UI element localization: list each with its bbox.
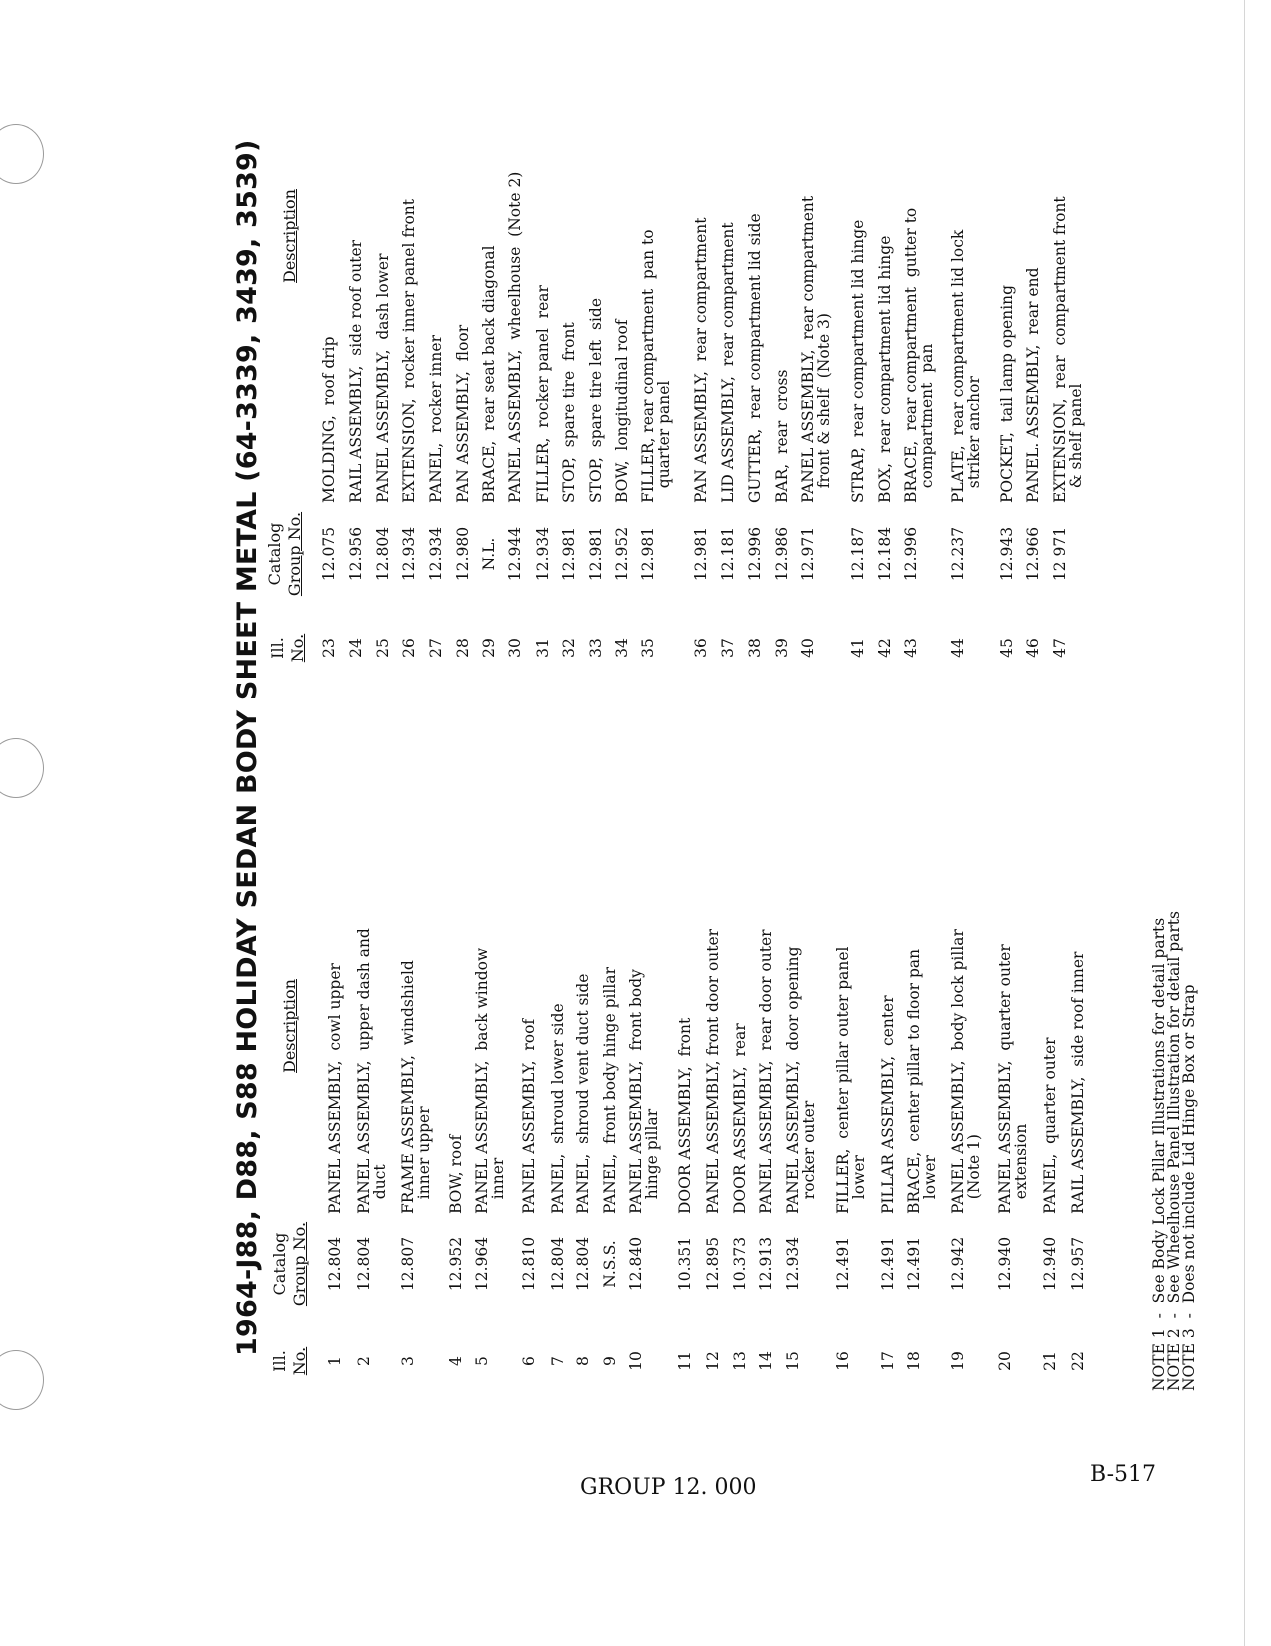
catalog-group-number: 12.952 [447, 1236, 465, 1292]
part-description: PANEL ASSEMBLY, roof [520, 1018, 538, 1214]
catalog-group-number: 12.840 [627, 1236, 645, 1292]
ill-number: 28 [454, 638, 472, 658]
catalog-group-number: 12.804 [549, 1236, 567, 1292]
part-description: RAIL ASSEMBLY, side roof outer [347, 239, 365, 503]
ill-number: 19 [949, 1351, 967, 1371]
ill-number: 1 [326, 1356, 344, 1366]
part-description: PANEL ASSEMBLY, dash lower [374, 253, 392, 503]
catalog-group-number: 12.491 [834, 1236, 852, 1292]
part-description: PANEL, front body hinge pillar [601, 966, 619, 1214]
part-description: BOW, roof [447, 1134, 465, 1214]
catalog-group-number: 12.491 [905, 1236, 923, 1292]
part-description: FRAME ASSEMBLY, windshield inner upper [399, 960, 433, 1214]
right-header-description: Description [280, 189, 299, 283]
part-description: PAN ASSEMBLY, rear compartment [692, 217, 710, 503]
part-description: PANEL ASSEMBLY, back window inner [473, 947, 507, 1214]
ill-number: 27 [427, 638, 445, 658]
ill-number: 45 [998, 638, 1016, 658]
part-description: BRACE, rear compartment gutter to compartment pan [902, 207, 936, 503]
part-description: PANEL, shroud vent duct side [574, 973, 592, 1214]
catalog-group-number: 12.934 [427, 526, 445, 582]
catalog-group-number: 12.913 [757, 1236, 775, 1292]
header-ill-line2: No. [288, 633, 307, 663]
catalog-group-number: 12.184 [876, 526, 894, 582]
part-description: PANEL ASSEMBLY, door opening rocker outer [784, 946, 818, 1214]
ill-number: 20 [996, 1351, 1014, 1371]
ill-number: 6 [520, 1356, 538, 1366]
catalog-group-number: 12.895 [704, 1236, 722, 1292]
catalog-group-number: 12.804 [574, 1236, 592, 1292]
ill-number: 43 [902, 638, 920, 658]
header-cat-line1: Catalog [270, 1232, 289, 1296]
catalog-group-number: 12.934 [784, 1236, 802, 1292]
ill-number: 35 [639, 638, 657, 658]
catalog-group-number: 12.940 [1041, 1236, 1059, 1292]
ill-number: 17 [879, 1351, 897, 1371]
part-description: BRACE, rear seat back diagonal [480, 245, 498, 503]
group-label: GROUP 12. 000 [580, 1475, 757, 1500]
catalog-group-number: 12.986 [773, 526, 791, 582]
ill-number: 33 [587, 638, 605, 658]
header-ill-line1: Ill. [270, 1350, 289, 1372]
catalog-group-number: 12.181 [719, 526, 737, 582]
ill-number: 34 [613, 638, 631, 658]
part-description: GUTTER, rear compartment lid side [746, 213, 764, 503]
catalog-group-number: 12.934 [400, 526, 418, 582]
part-description: PLATE, rear compartment lid lock striker anchor [949, 229, 983, 503]
part-description: STOP, spare tire left side [587, 297, 605, 503]
ill-number: 47 [1051, 638, 1069, 658]
catalog-group-number: 12.971 [799, 526, 817, 582]
part-description: PANEL ASSEMBLY, rear compartment front & shelf (Note 3) [799, 195, 833, 503]
part-description: PILLAR ASSEMBLY, center [879, 995, 897, 1214]
header-cat-line2: Group No. [290, 1221, 309, 1307]
ill-number: 25 [374, 638, 392, 658]
ill-number: 46 [1024, 638, 1042, 658]
ill-number: 32 [560, 638, 578, 658]
catalog-group-number: 12 971 [1051, 526, 1069, 582]
ill-number: 8 [574, 1356, 592, 1366]
part-description: PANEL ASSEMBLY, upper dash and duct [355, 928, 389, 1214]
page-number: B-517 [1090, 1462, 1156, 1487]
header-cat-line2: Group No. [285, 511, 304, 597]
ill-number: 5 [473, 1356, 491, 1366]
catalog-group-number: 12.952 [613, 526, 631, 582]
part-description: BAR, rear cross [773, 369, 791, 503]
ill-number: 30 [506, 638, 524, 658]
header-ill-line2: No. [290, 1346, 309, 1376]
part-description: POCKET, tail lamp opening [998, 284, 1016, 503]
ill-number: 2 [355, 1356, 373, 1366]
ill-number: 42 [876, 638, 894, 658]
part-description: PANEL ASSEMBLY, front door outer [704, 928, 722, 1214]
notes-block: NOTE 1 - See Body Lock Pillar Illustrations for detail parts NOTE 2 - See Wheelhouse Panel Illustration for detail parts NOTE 3 - Does not include Lid Hinge Box or Strap [1150, 911, 1198, 1391]
part-description: STOP, spare tire front [560, 322, 578, 503]
ill-number: 26 [400, 638, 418, 658]
part-description: BOX, rear compartment lid hinge [876, 235, 894, 503]
ill-number: 9 [601, 1356, 619, 1366]
part-description: PANEL ASSEMBLY, front body hinge pillar [627, 969, 661, 1214]
right-header-catalog [265, 504, 305, 604]
header-cat-line1: Catalog [265, 522, 284, 586]
ill-number: 40 [799, 638, 817, 658]
part-description: DOOR ASSEMBLY, rear [731, 1023, 749, 1214]
catalog-group-number: 12.807 [399, 1236, 417, 1292]
part-description: PANEL ASSEMBLY, cowl upper [326, 963, 344, 1214]
catalog-group-number: 12.934 [534, 526, 552, 582]
catalog-group-number: 12.957 [1069, 1236, 1087, 1292]
catalog-group-number: 12.804 [374, 526, 392, 582]
ill-number: 7 [549, 1356, 567, 1366]
page-title: 1964-J88, D88, S88 HOLIDAY SEDAN BODY SHEET METAL (64-3339, 3439, 3539) [232, 139, 263, 1356]
catalog-group-number: 12.810 [520, 1236, 538, 1292]
catalog-group-number: 12.940 [996, 1236, 1014, 1292]
ill-number: 39 [773, 638, 791, 658]
header-ill-line1: Ill. [268, 637, 287, 659]
ill-number: 23 [320, 638, 338, 658]
part-description: DOOR ASSEMBLY, front [676, 1017, 694, 1214]
ill-number: 11 [676, 1351, 694, 1371]
part-description: PANEL, quarter outer [1041, 1037, 1059, 1214]
ill-number: 36 [692, 638, 710, 658]
part-description: BOW, longitudinal roof [613, 319, 631, 503]
catalog-group-number: 12.804 [326, 1236, 344, 1292]
ill-number: 38 [746, 638, 764, 658]
ill-number: 44 [949, 638, 967, 658]
ill-number: 22 [1069, 1351, 1087, 1371]
ill-number: 16 [834, 1351, 852, 1371]
part-description: LID ASSEMBLY, rear compartment [719, 222, 737, 503]
ill-number: 41 [849, 638, 867, 658]
part-description: PANEL ASSEMBLY, body lock pillar (Note 1) [949, 929, 983, 1214]
catalog-group-number: 12.981 [587, 526, 605, 582]
right-header-ill [268, 628, 308, 668]
ill-number: 29 [480, 638, 498, 658]
catalog-group-number: 12.944 [506, 526, 524, 582]
catalog-group-number: 12.996 [902, 526, 920, 582]
part-description: PAN ASSEMBLY, floor [454, 324, 472, 503]
left-header-ill [270, 1341, 310, 1381]
catalog-group-number: 12.996 [746, 526, 764, 582]
ill-number: 18 [905, 1351, 923, 1371]
catalog-group-number: 10.373 [731, 1236, 749, 1292]
catalog-group-number: 12.187 [849, 526, 867, 582]
catalog-group-number: N.S.S. [601, 1240, 619, 1288]
catalog-group-number: 12.966 [1024, 526, 1042, 582]
part-description: PANEL. ASSEMBLY, rear end [1024, 267, 1042, 503]
part-description: PANEL ASSEMBLY, quarter outer extension [996, 944, 1030, 1214]
part-description: FILLER, rocker panel rear [534, 285, 552, 503]
ill-number: 37 [719, 638, 737, 658]
ill-number: 3 [399, 1356, 417, 1366]
part-description: FILLER, rear compartment pan to quarter panel [639, 229, 673, 503]
part-description: BRACE, center pillar to floor pan lower [905, 948, 939, 1214]
part-description: FILLER, center pillar outer panel lower [834, 946, 868, 1214]
catalog-group-number: 12.075 [320, 526, 338, 582]
catalog-group-number: 12.981 [639, 526, 657, 582]
part-description: EXTENSION, rear compartment front & shelf panel [1051, 196, 1085, 503]
catalog-group-number: 12.942 [949, 1236, 967, 1292]
catalog-group-number: 12.956 [347, 526, 365, 582]
catalog-group-number: 12.980 [454, 526, 472, 582]
ill-number: 13 [731, 1351, 749, 1371]
catalog-group-number: 12.943 [998, 526, 1016, 582]
ill-number: 10 [627, 1351, 645, 1371]
catalog-group-number: 10.351 [676, 1236, 694, 1292]
ill-number: 24 [347, 638, 365, 658]
part-description: EXTENSION, rocker inner panel front [400, 198, 418, 503]
part-description: PANEL ASSEMBLY, wheelhouse (Note 2) [506, 171, 524, 503]
ill-number: 21 [1041, 1351, 1059, 1371]
left-header-catalog [270, 1214, 310, 1314]
part-description: MOLDING, roof drip [320, 336, 338, 503]
ill-number: 15 [784, 1351, 802, 1371]
catalog-group-number: 12.981 [692, 526, 710, 582]
catalog-group-number: N.L. [480, 537, 498, 571]
part-description: PANEL ASSEMBLY, rear door outer [757, 929, 775, 1214]
part-description: STRAP, rear compartment lid hinge [849, 219, 867, 503]
catalog-group-number: 12.981 [560, 526, 578, 582]
part-description: PANEL, shroud lower side [549, 1003, 567, 1214]
ill-number: 14 [757, 1351, 775, 1371]
catalog-group-number: 12.964 [473, 1236, 491, 1292]
catalog-group-number: 12.491 [879, 1236, 897, 1292]
part-description: RAIL ASSEMBLY, side roof inner [1069, 951, 1087, 1214]
catalog-group-number: 12.804 [355, 1236, 373, 1292]
left-header-description: Description [280, 979, 299, 1073]
catalog-group-number: 12.237 [949, 526, 967, 582]
ill-number: 31 [534, 638, 552, 658]
ill-number: 12 [704, 1351, 722, 1371]
ill-number: 4 [447, 1356, 465, 1366]
part-description: PANEL, rocker inner [427, 335, 445, 503]
